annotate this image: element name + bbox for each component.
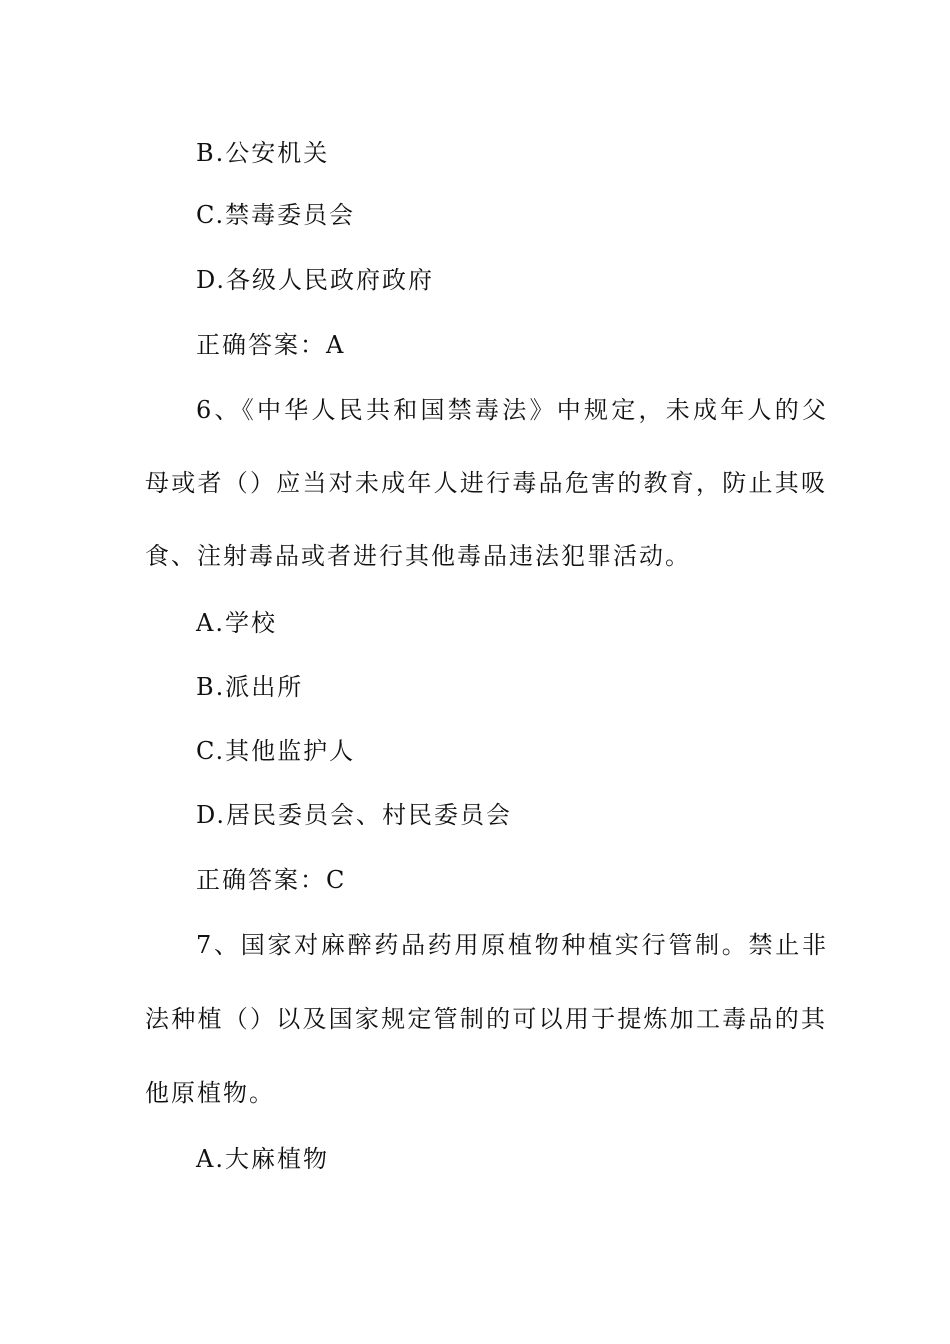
q7-question-line-1: 7、国家对麻醉药品药用原植物种植实行管制。禁止非 bbox=[196, 931, 826, 959]
q6-answer: 正确答案：C bbox=[196, 866, 347, 894]
q5-answer: 正确答案：A bbox=[196, 331, 346, 359]
q5-option-c: C.禁毒委员会 bbox=[196, 201, 356, 229]
q5-option-b: B.公安机关 bbox=[196, 139, 330, 167]
q6-option-c: C.其他监护人 bbox=[196, 737, 356, 765]
q6-question-line-1: 6、《中华人民共和国禁毒法》中规定，未成年人的父 bbox=[196, 396, 826, 424]
q6-option-d: D.居民委员会、村民委员会 bbox=[196, 801, 513, 829]
q7-option-a: A.大麻植物 bbox=[196, 1145, 329, 1173]
q6-option-b: B.派出所 bbox=[196, 673, 304, 701]
q5-option-d: D.各级人民政府政府 bbox=[196, 266, 435, 294]
q7-question-line-2: 法种植（）以及国家规定管制的可以用于提炼加工毒品的其 bbox=[145, 1005, 825, 1033]
q6-question-line-3: 食、注射毒品或者进行其他毒品违法犯罪活动。 bbox=[145, 542, 691, 570]
q6-question-line-2: 母或者（）应当对未成年人进行毒品危害的教育，防止其吸 bbox=[145, 469, 825, 497]
q7-question-line-3: 他原植物。 bbox=[145, 1079, 275, 1107]
q6-option-a: A.学校 bbox=[196, 609, 277, 637]
